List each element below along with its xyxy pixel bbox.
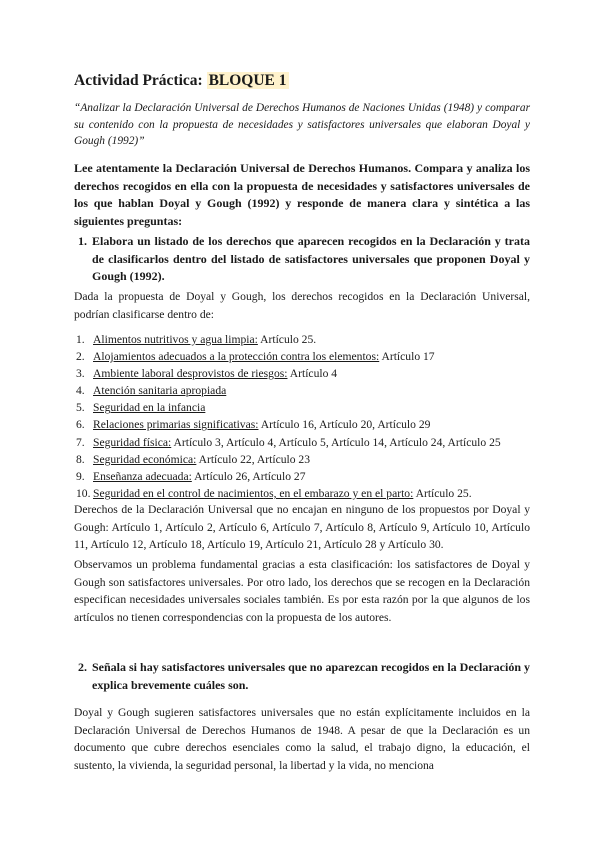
instructions: Lee atentamente la Declaración Universal de Derechos Humanos. Compara y analiza los derechos recogidos en ella con la propuesta de necesidades y satisfactores universales de los que hablan Doyal y Gough (1992) y responde de manera clara y sintética a las siguientes preguntas: [74, 161, 530, 228]
unmatched-articles-paragraph: Derechos de la Declaración Universal que no encajan en ninguno de los propuestos por Doyal y Gough: Artículo 1, Artículo 2, Artículo 6, Artículo 7, Artículo 8, Artículo 9, Artículo 10, Artículo 11, Artículo 12, Artículo 18, Artículo 19, Artículo 21, Artículo 28 y Artículo 30. [74, 503, 530, 551]
list-item [74, 416, 534, 433]
list-item-label: Ambiente laboral desprovistos de riesgos: [93, 367, 288, 381]
activity-quote: “Analizar la Declaración Universal de Derechos Humanos de Naciones Unidas (1948) y comparar su contenido con la propuesta de necesidades y satisfactores universales que elaboran Doyal y Gough (1992)” [74, 102, 530, 147]
list-item [74, 451, 534, 468]
list-item-articles: Artículo 4 [287, 367, 338, 381]
list-item-label: Alojamientos adecuados a la protección contra los elementos: [93, 350, 380, 364]
question-2-number: 2. [78, 660, 87, 674]
list-item-number: 2. [76, 350, 85, 364]
list-item-label: Seguridad en el control de nacimientos, en el embarazo y en el parto: [93, 486, 414, 500]
list-item-number: 5. [76, 401, 85, 415]
list-item-label: Seguridad física: [93, 435, 172, 449]
list-item-number: 7. [76, 435, 85, 449]
list-item [74, 331, 534, 348]
list-item [74, 434, 534, 451]
list-item-label: Alimentos nutritivos y agua limpia: [93, 333, 258, 346]
list-item-number: 3. [76, 367, 85, 381]
list-item-articles: Artículo 22, Artículo 23 [196, 452, 311, 466]
list-item-articles: Artículo 26, Artículo 27 [191, 469, 306, 483]
list-item-number: 1. [76, 333, 85, 346]
question-1 [74, 233, 530, 286]
list-item-articles: Artículo 16, Artículo 20, Artículo 29 [258, 418, 431, 432]
list-item-label: Enseñanza adecuada: [93, 469, 192, 483]
list-item-label: Relaciones primarias significativas: [93, 418, 259, 432]
list-item-number: 4. [76, 384, 85, 398]
list-item-number: 9. [76, 469, 85, 483]
list-item-number: 10. [76, 486, 91, 500]
list-item-number: 6. [76, 418, 85, 432]
list-item-label: Seguridad económica: [93, 452, 197, 466]
satisfactor-list [74, 331, 534, 502]
list-item-articles: Artículo 3, Artículo 4, Artículo 5, Artículo 14, Artículo 24, Artículo 25 [171, 435, 501, 449]
question-2 [74, 659, 530, 694]
list-item [74, 399, 534, 416]
list-item [74, 485, 534, 502]
observation-paragraph: Observamos un problema fundamental gracias a esta clasificación: los satisfactores de Doyal y Gough son satisfactores universales. Por otro lado, los derechos que se recogen en la Declaración especifican necesidades universales sociales también. Es por esta razón por la que algunos de los artículos no tienen correspondencias con la propuesta de los autores. [74, 558, 530, 624]
answer-1-intro: Dada la propuesta de Doyal y Gough, los derechos recogidos en la Declaración Universal, podrían clasificarse dentro de: [74, 290, 530, 321]
list-item-label: Atención sanitaria apropiada [93, 384, 227, 398]
list-item [74, 468, 534, 485]
list-item-articles: Artículo 17 [379, 350, 435, 364]
question-1-number: 1. [78, 234, 87, 248]
list-item [74, 382, 534, 399]
question-1-text: Elabora un listado de los derechos que aparecen recogidos en la Declaración y trata de clasificarlos dentro del listado de satisfactores universales que proponen Doyal y Gough (1992). [92, 234, 530, 283]
title-highlight: BLOQUE 1 [208, 72, 287, 89]
list-item [74, 365, 534, 382]
activity-title [74, 72, 289, 90]
title-prefix: Actividad Práctica: [74, 72, 203, 89]
list-item-number: 8. [76, 452, 85, 466]
list-item-label: Seguridad en la infancia [93, 401, 206, 415]
list-item-articles: Artículo 25. [413, 486, 472, 500]
answer-2-paragraph: Doyal y Gough sugieren satisfactores universales que no están explícitamente incluidos en la Declaración Universal de Derechos Humanos de 1948. A pesar de que la Declaración es un documento que cubre derechos esenciales como la salud, el trabajo digno, la educación, el sustento, la vivienda, la seguridad personal, la libertad y la vida, no menciona [74, 706, 530, 772]
list-item [74, 348, 534, 365]
list-item-articles: Artículo 25. [257, 333, 317, 346]
question-2-text: Señala si hay satisfactores universales que no aparezcan recogidos en la Declaración y explica brevemente cuáles son. [92, 660, 530, 692]
